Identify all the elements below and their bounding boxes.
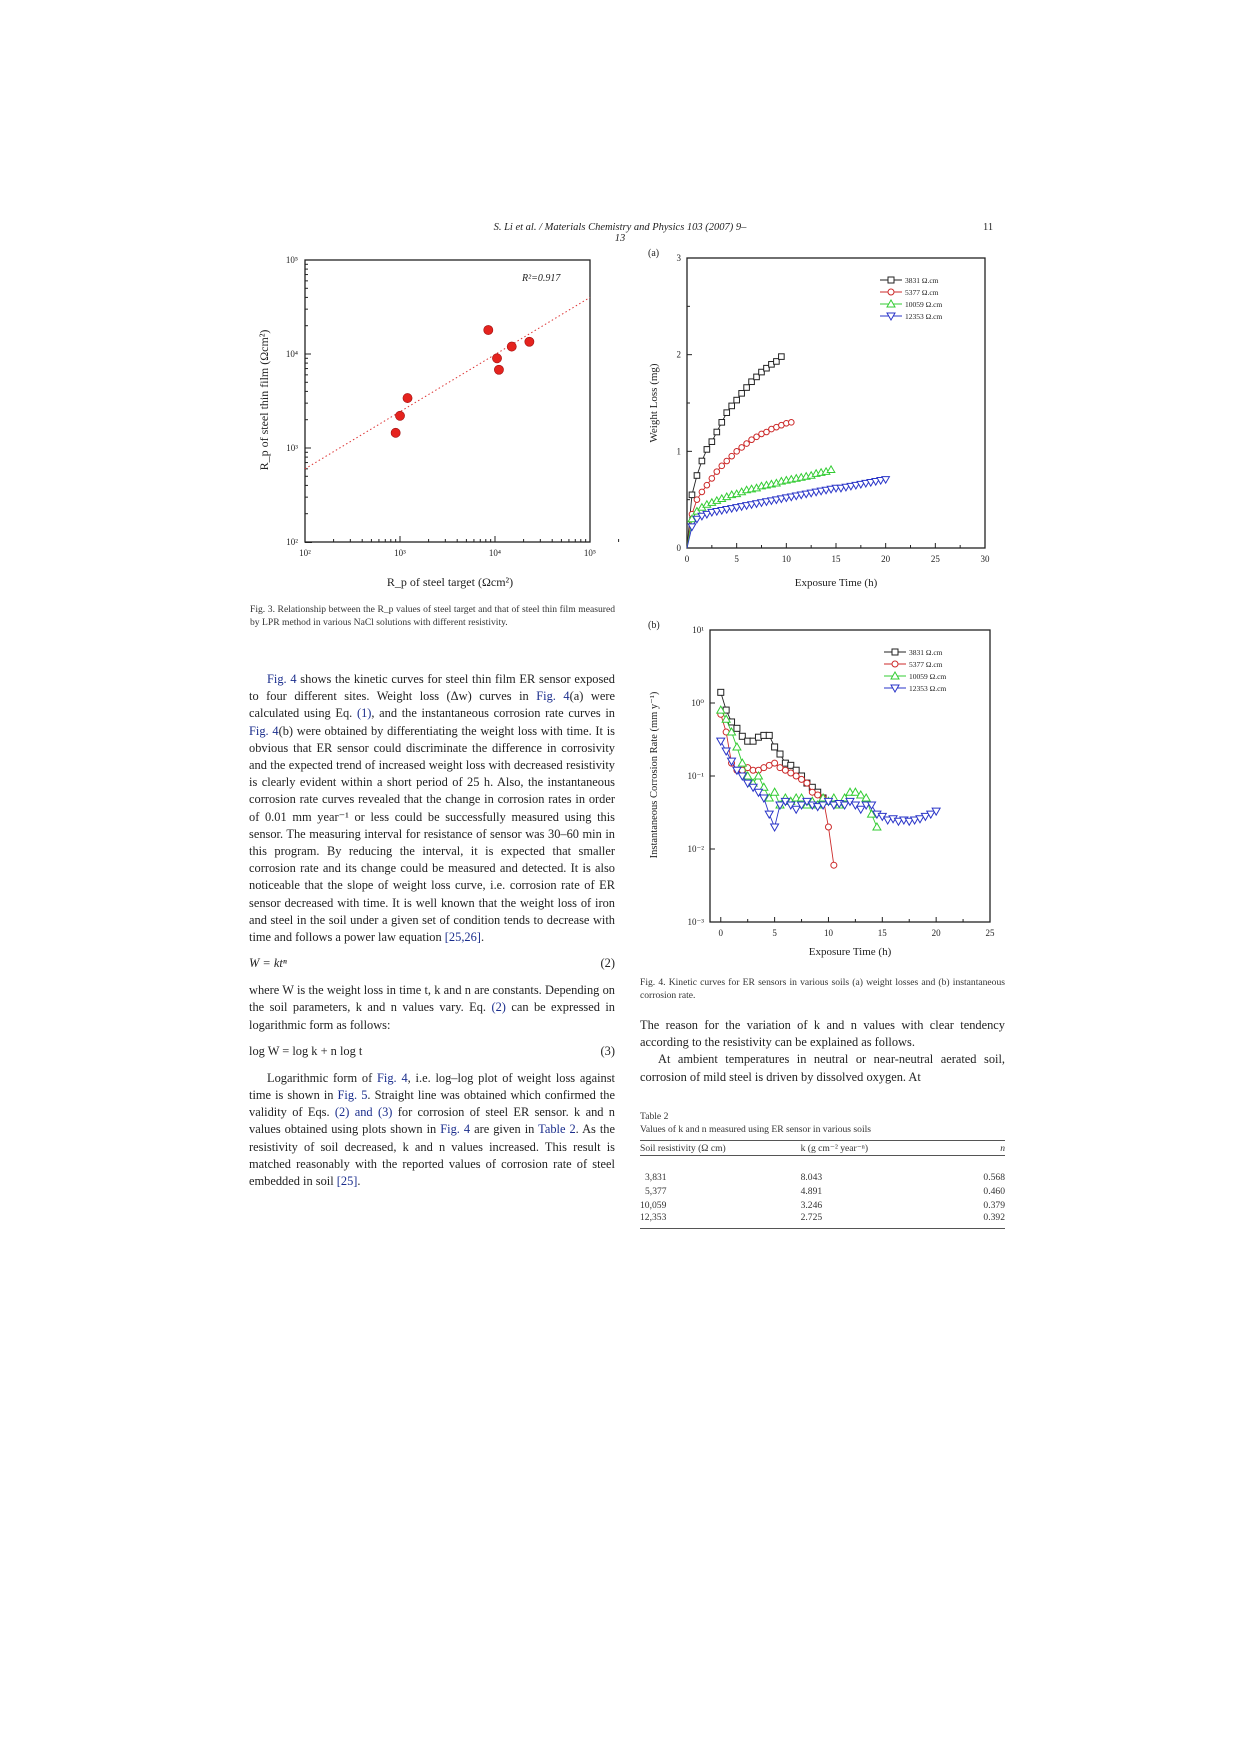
fig3-fit-line: [305, 297, 590, 468]
ref-link[interactable]: Table 2: [538, 1122, 576, 1137]
ref-link[interactable]: Fig. 4: [377, 1070, 408, 1085]
fig4a-data-point: [709, 439, 715, 445]
fig4a-y-tick-label: 3: [676, 253, 681, 263]
fig3-xlabel: R_p of steel target (Ωcm²): [386, 575, 514, 589]
fig4a-data-point: [704, 447, 710, 453]
fig4b-y-tick-label: 10⁻³: [687, 917, 704, 927]
ref-link[interactable]: (2) and (3): [334, 1105, 393, 1120]
fig4a-y-tick-label: 2: [676, 349, 681, 360]
right-column: [640, 1017, 1005, 1086]
fig4b-xlabel: Exposure Time (h): [808, 946, 892, 958]
table-cell: 8.043: [800, 1171, 823, 1183]
paragraph-kn-variation: The reason for the variation of k and n values with clear tendency according to the resistivity can be explained as follows.: [640, 1018, 1005, 1050]
fig3-x-tick-label: 10⁵: [583, 548, 597, 558]
fig3-ticks: [286, 250, 620, 558]
fig4a-data-point: [789, 420, 795, 426]
fig4b-data-point: [777, 751, 783, 757]
table-title: Values of k and n measured using ER sensor in various soils: [640, 1124, 872, 1135]
legend-label: 12353 Ω.cm: [905, 312, 943, 321]
fig4b-data-point: [733, 743, 741, 750]
fig4a-data-point: [724, 458, 730, 464]
fig4a-data-point: [779, 354, 785, 360]
fig4a-data-point: [709, 476, 715, 482]
paragraph-eq2-explanation: where W is the weight loss in time t, k and n are constants. Depending on the soil parameters, k and n values vary. Eq. (2) can be expressed in logarithmic form as follows:: [249, 983, 615, 1032]
fig4a-data-point: [734, 449, 740, 455]
fig3-y-tick-label: 10³: [286, 443, 298, 453]
fig4a-data-point: [827, 466, 835, 473]
fig4b-data-point: [754, 772, 762, 779]
table-cell: 12,353: [640, 1212, 801, 1229]
fig3-data-point: [484, 325, 493, 334]
ref-link[interactable]: (1): [356, 706, 372, 721]
fig4a-data-point: [699, 489, 705, 495]
left-column: [249, 671, 615, 1190]
fig3-data-point: [525, 337, 534, 346]
table-cell: 3.246: [800, 1199, 823, 1211]
paragraph-fig4-description: Fig. 4 shows the kinetic curves for steel thin film ER sensor exposed to four different sites. Weight loss (Δw) curves in Fig. 4(a) were calculated using Eq. (1), and the instantaneous corrosion rate curves in Fig. 4(b) were obtained by differentiating the weight loss with time. It is obvious that ER sensor could discriminate the difference in corrosivity and the expected trend of increased weight loss with decreased resistivity is clearly evident within a short period of 25 h. Also, the instantaneous corrosion rate curves revealed that the change in corrosion rates in order of 0.01 mm year⁻¹ or less could be successfully measured using this sensor. The measuring interval for resistance of sensor was 30–60 min in this program. By reducing the interval, it is expected that smaller corrosion rate and its change could be measured and detected. It is also noticeable that the slope of weight loss curve, i.e. corrosion rate of ER sensor decreased with time. It is well known that the weight loss of iron and steel in the soil under a given set of condition tends to decrease with time and follows a power law equation [25,26].: [249, 672, 615, 945]
table-cell: 3,831: [645, 1171, 667, 1183]
fig3-y-tick-label: 10⁵: [285, 255, 298, 265]
page-number: 11: [983, 222, 994, 233]
fig4a-x-tick-label: 25: [930, 554, 940, 564]
fig4b-y-tick-label: 10⁻²: [687, 844, 704, 854]
table-row: [640, 1212, 1005, 1229]
table-row: [640, 1198, 1005, 1212]
fig3-chart: [250, 250, 620, 595]
fig4b-data-point: [799, 776, 805, 782]
fig3-data-point: [492, 354, 501, 363]
fig4a-data-point: [734, 397, 740, 403]
fig4a-data-point: [719, 420, 725, 426]
fig3-x-tick-label: 10³: [394, 548, 406, 558]
fig4b-data-point: [765, 811, 773, 818]
fig3-data-point: [494, 365, 503, 374]
table-2-grid: [640, 1140, 1005, 1229]
fig3-data-point: [391, 428, 400, 437]
table-cell: 2.725: [801, 1212, 962, 1229]
fig4b-data-point: [792, 806, 800, 813]
fig4a-chart: [642, 248, 997, 598]
ref-link[interactable]: Fig. 4: [267, 672, 297, 686]
table-row: [640, 1184, 1005, 1198]
fig4b-x-tick-label: 10: [823, 928, 833, 938]
fig4a-data-point: [739, 445, 745, 451]
fig4a-series-line: [687, 470, 831, 548]
fig4a-x-tick-label: 5: [734, 554, 739, 564]
fig3-ylabel: R_p of steel thin film (Ωcm²): [257, 329, 271, 471]
table-cell: 0.379: [983, 1199, 1005, 1211]
fig4a-data-point: [724, 410, 730, 416]
table-header-cell: n: [961, 1141, 1005, 1156]
fig4b-data-point: [771, 788, 779, 795]
fig4b-data-point: [793, 773, 799, 779]
fig4a-x-tick-label: 30: [980, 554, 990, 564]
fig3-y-tick-label: 10⁴: [285, 349, 298, 359]
table-2: [640, 1110, 1005, 1229]
fig4b-data-point: [873, 823, 881, 830]
legend-label: 12353 Ω.cm: [909, 684, 947, 693]
ref-link[interactable]: [25]: [336, 1174, 358, 1189]
paragraph-oxygen: At ambient temperatures in neutral or near-neutral aerated soil, corrosion of mild steel is driven by dissolved oxygen. At: [640, 1052, 1005, 1084]
fig4b-x-tick-label: 20: [931, 928, 941, 938]
fig4a-panel-label: (a): [648, 248, 660, 259]
ref-link[interactable]: [25,26]: [444, 930, 481, 945]
fig4a-xlabel: Exposure Time (h): [794, 577, 878, 589]
fig4b-ticks: [688, 625, 995, 938]
equation-3: log W = log k + n log t (3): [249, 1043, 615, 1058]
table-cell: 0.460: [983, 1185, 1005, 1197]
table-header-row: [640, 1141, 1005, 1156]
table-cell: 4.891: [800, 1185, 823, 1197]
fig4b-data-point: [717, 738, 725, 745]
fig4b-series: [717, 689, 940, 868]
legend-marker: [892, 661, 898, 667]
fig4b-chart: [642, 620, 997, 965]
fig4a-x-tick-label: 15: [831, 554, 841, 564]
fig4a-data-point: [739, 391, 745, 397]
fig3-x-tick-label: 10²: [299, 548, 311, 558]
fig4b-data-point: [831, 862, 837, 868]
fig4-caption: Fig. 4. Kinetic curves for ER sensors in various soils (a) weight losses and (b) instantaneous corrosion rate.: [640, 977, 1005, 1001]
table-cell: 0.568: [983, 1171, 1005, 1183]
fig4b-legend: [884, 648, 946, 693]
fig4b-panel-label: (b): [648, 620, 660, 631]
fig4a-y-tick-label: 1: [676, 446, 681, 457]
fig3-data-point: [507, 342, 516, 351]
ref-link[interactable]: Fig. 5: [337, 1088, 368, 1103]
fig3-r2-annotation: R²=0.917: [522, 273, 561, 284]
legend-label: 3831 Ω.cm: [905, 276, 939, 285]
fig3-data-point: [403, 393, 412, 402]
fig4b-data-point: [804, 780, 810, 786]
table-cell: 0.392: [961, 1212, 1005, 1229]
table-header-cell: k (g cm⁻² year⁻ⁿ): [801, 1141, 962, 1156]
legend-marker: [888, 277, 894, 283]
fig4b-x-tick-label: 15: [877, 928, 887, 938]
fig4a-data-point: [689, 492, 695, 498]
fig4a-data-point: [704, 482, 710, 488]
legend-marker: [892, 649, 898, 655]
fig4b-data-point: [734, 725, 740, 731]
table-header-cell: Soil resistivity (Ω cm): [640, 1141, 801, 1156]
fig4a-x-tick-label: 10: [781, 554, 791, 564]
fig4b-data-point: [766, 732, 772, 738]
ref-link[interactable]: (2): [491, 1000, 506, 1015]
table-cell: 10,059: [640, 1199, 667, 1211]
fig4b-data-point: [718, 689, 724, 695]
legend-label: 10059 Ω.cm: [909, 672, 947, 681]
equation-2: W = ktⁿ (2): [249, 956, 615, 971]
fig4b-y-tick-label: 10⁰: [691, 698, 704, 708]
legend-label: 3831 Ω.cm: [909, 648, 943, 657]
legend-label: 5377 Ω.cm: [905, 288, 939, 297]
fig4b-y-tick-label: 10⁻¹: [687, 771, 704, 781]
running-title: S. Li et al. / Materials Chemistry and Physics 103 (2007) 9–13: [493, 222, 747, 244]
fig4a-ticks: [677, 253, 991, 564]
fig4b-y-tick-label: 10¹: [692, 625, 704, 635]
fig4a-y-tick-label: 0: [676, 543, 681, 553]
fig4b-x-tick-label: 0: [718, 928, 724, 938]
fig4b-x-tick-label: 5: [772, 928, 777, 938]
fig4a-data-point: [729, 403, 735, 409]
fig3-data-point: [395, 411, 404, 420]
fig4a-legend: [880, 276, 942, 321]
fig4a-x-tick-label: 20: [881, 554, 891, 564]
ref-link[interactable]: Fig. 4: [440, 1122, 471, 1137]
fig4b-data-point: [825, 824, 831, 830]
fig4b-data-point: [771, 824, 779, 831]
fig4a-data-point: [714, 429, 720, 435]
fig4a-series: [687, 354, 889, 548]
fig4b-data-point: [738, 759, 746, 766]
table-cell: 5,377: [645, 1185, 667, 1197]
fig4a-data-point: [719, 463, 725, 469]
table-row: [640, 1170, 1005, 1184]
fig4b-data-point: [772, 760, 778, 766]
fig4a-data-point: [694, 473, 700, 479]
fig3-caption: Fig. 3. Relationship between the R_p values of steel target and that of steel thin film measured by LPR method in various NaCl solutions with different resistivity.: [250, 604, 615, 628]
fig4a-data-point: [729, 453, 735, 459]
fig3-x-tick-label: 10⁴: [488, 548, 502, 558]
legend-label: 5377 Ω.cm: [909, 660, 943, 669]
table-label: Table 2: [640, 1111, 669, 1122]
fig4a-ylabel: Weight Loss (mg): [648, 363, 660, 443]
legend-label: 10059 Ω.cm: [905, 300, 943, 309]
fig4a-data-point: [744, 385, 750, 391]
fig4b-data-point: [772, 744, 778, 750]
fig4b-data-point: [857, 806, 865, 813]
fig4a-data-point: [744, 441, 750, 447]
fig3-y-tick-label: 10²: [286, 537, 298, 547]
fig4a-x-tick-label: 0: [684, 554, 690, 564]
fig3-points: [391, 325, 534, 437]
ref-link[interactable]: Fig. 4: [536, 689, 570, 704]
fig4b-x-tick-label: 25: [985, 928, 995, 938]
fig4b-ylabel: Instantaneous Corrosion Rate (mm y⁻¹): [649, 691, 660, 859]
fig4b-data-point: [851, 788, 859, 795]
ref-link[interactable]: Fig. 4: [249, 723, 279, 738]
fig4a-data-point: [699, 458, 705, 464]
legend-marker: [888, 289, 894, 295]
fig4b-data-point: [722, 748, 730, 755]
fig4a-data-point: [694, 497, 700, 503]
fig4a-data-point: [714, 469, 720, 475]
paragraph-loglog: Logarithmic form of Fig. 4, i.e. log–log plot of weight loss against time is shown in Fig. 5. Straight line was obtained which confirmed the validity of Eqs. (2) and (3) for corrosion of steel ER sensor. k and n values obtained using plots shown in Fig. 4 are given in Table 2. As the resistivity of soil decreased, k and n values increased. This result is matched reasonably with the reported values of corrosion rate of steel embedded in soil [25].: [249, 1070, 616, 1189]
